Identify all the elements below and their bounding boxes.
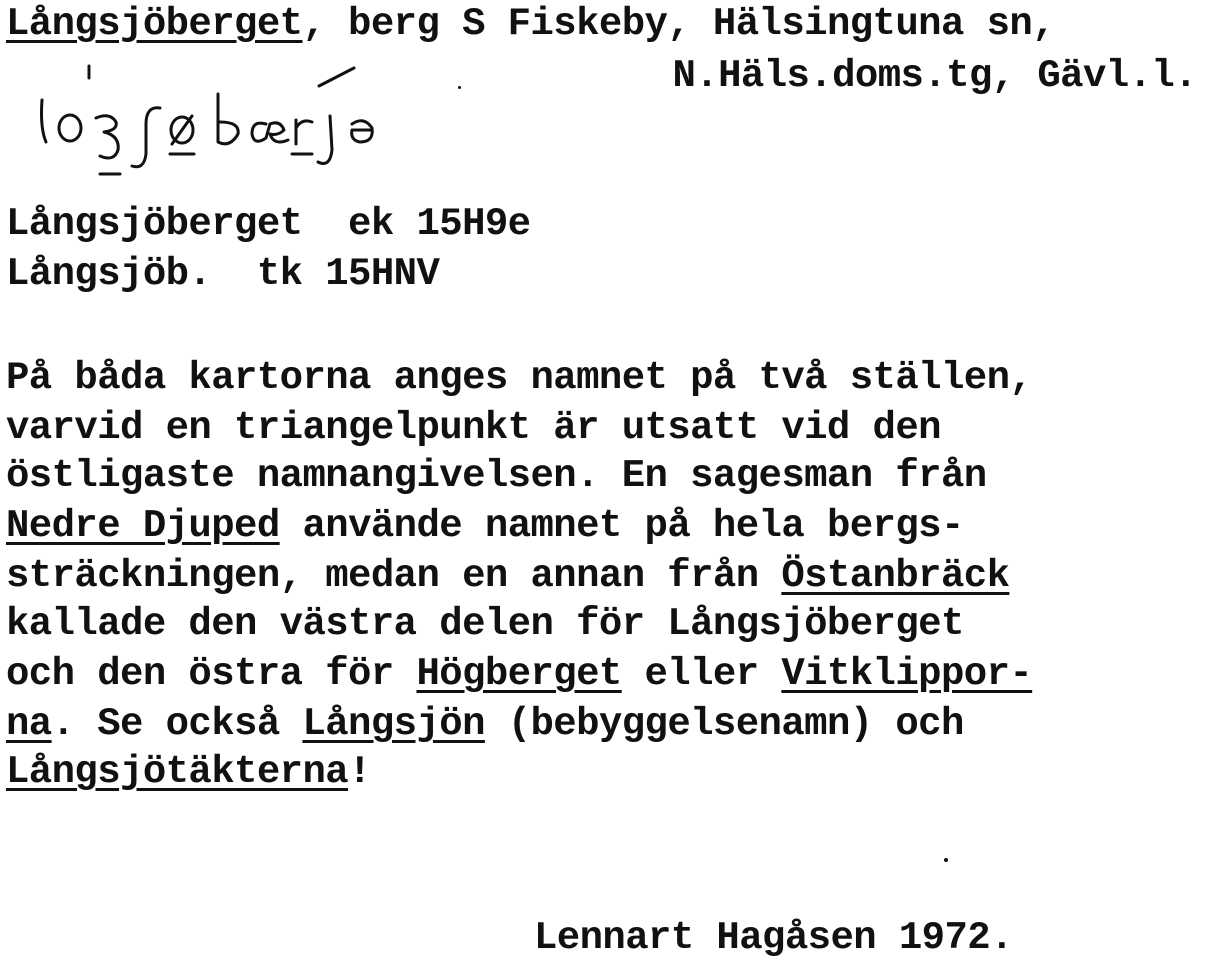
body-line-8-mid: . Se också [51,702,303,746]
ink-speck [458,86,461,89]
place-name: Långsjöberget [6,2,303,46]
body-line-1: På båda kartorna anges namnet på två ställen, [6,356,1033,400]
body-line-3: östligaste namnangivelsen. En sagesman från [6,454,987,498]
body-line-8-text: (bebyggelsenamn) och [484,702,964,746]
header-line-1 [6,0,1055,48]
body-line-9-text: ! [348,750,371,794]
ref-vitklipporna-cont: na [6,702,52,746]
ref-langsjon: Långsjön [302,702,485,746]
ink-speck [944,858,948,862]
body-line-4 [6,502,964,550]
header-description: , berg S Fiskeby, Hälsingtuna sn, [302,2,1055,46]
phonetic-transcription [34,58,474,198]
body-line-6: kallade den västra delen för Långsjöberget [6,602,964,646]
body-line-9 [6,748,371,796]
ref-langsjotakterna: Långsjötäkterna [6,750,349,794]
body-line-5 [6,552,1009,600]
body-line-8 [6,700,964,748]
ref-ostanbrack: Östanbräck [781,554,1010,598]
body-line-7 [6,650,1032,698]
ref-hogberget: Högberget [416,652,622,696]
body-line-2: varvid en triangelpunkt är utsatt vid den [6,406,941,450]
phonetic-handwriting [34,58,474,198]
body-line-5-text: sträckningen, medan en annan från [6,554,782,598]
body-line-7-mid: eller [621,652,782,696]
map-ref-tk: Långsjöb. tk 15HNV [6,252,440,296]
ref-nedre-djuped: Nedre Djuped [6,504,280,548]
body-line-4-text: använde namnet på hela bergs- [279,504,964,548]
map-ref-ek: Långsjöberget ek 15H9e [6,202,531,246]
ref-vitklipporna: Vitklippor- [781,652,1033,696]
header-line-2: N.Häls.doms.tg, Gävl.l. [672,54,1197,98]
signature: Lennart Hagåsen 1972. [534,916,1013,960]
body-line-7-text: och den östra för [6,652,417,696]
